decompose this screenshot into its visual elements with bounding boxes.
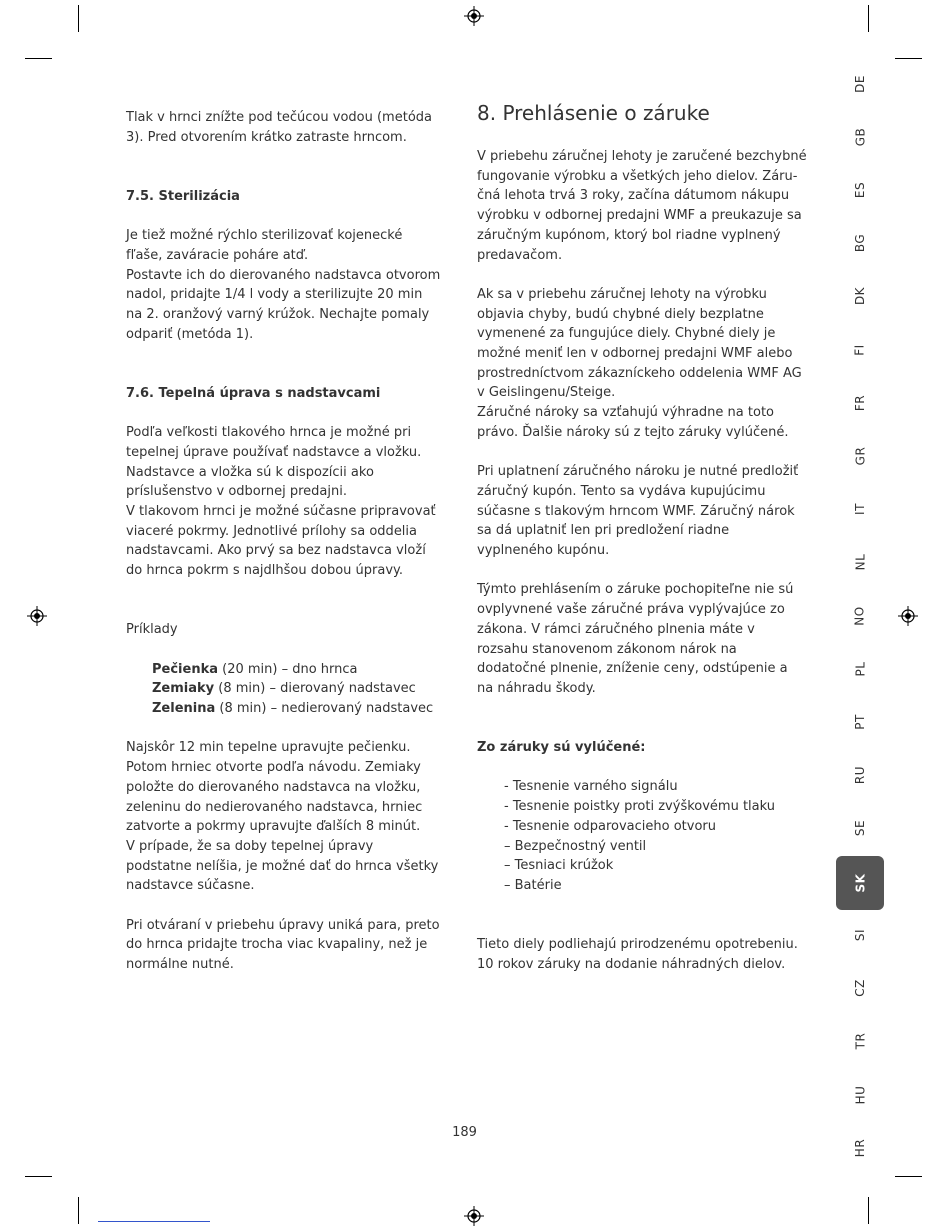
- tab-label: NO: [852, 606, 867, 626]
- paragraph: Tieto diely podliehajú prirodzenému opotrebeniu. 10 rokov záruky na dodanie náhradných dielov.: [477, 937, 798, 972]
- tab-it[interactable]: [836, 485, 884, 533]
- example-name: Pečienka: [152, 661, 218, 677]
- tab-sk[interactable]: [836, 856, 884, 910]
- paragraph: Najskôr 12 min tepelne upravujte pečienku. Potom hrniec otvorte podľa návodu. Zemiaky položte do dierovaného nadstavca na vložku, zeleninu do nedierovaného nadstavca, hrniec zatvorte a pokrmy upravujte ďalších 8 minút.: [126, 740, 423, 835]
- tab-label: GB: [853, 127, 867, 147]
- tab-gb[interactable]: [836, 113, 884, 161]
- excluded-item: – Bezpečnostný ventil: [504, 838, 647, 854]
- paragraph: Záručné nároky sa vzťahujú výhradne na toto právo. Ďalšie nároky sú z tejto záruky vylúčené.: [477, 405, 789, 440]
- section-heading-inserts: 7.6. Tepelná úprava s nadstavcami: [126, 385, 381, 401]
- tab-label: DE: [852, 75, 867, 93]
- tab-fr[interactable]: [836, 379, 884, 427]
- registration-mark-icon: [27, 606, 47, 626]
- left-column: [126, 108, 442, 975]
- right-column: [477, 147, 807, 974]
- page-title: 8. Prehlásenie o záruke: [477, 101, 710, 125]
- tab-label: NL: [852, 553, 867, 571]
- paragraph: Týmto prehlásením o záruke pochopiteľne nie sú ovplyvnené vaše záručné práva vyplývajúce zo zákona. V rámci záručného plnenia máte v rozsahu stanovenom zákonom nárok na dodatočné plnenie, zníženie ceny, odstúpenie a na náhradu škody.: [477, 582, 794, 696]
- paragraph: V priebehu záručnej lehoty je zaručené bezchybné fungovanie výrobku a všetkých jeho dielov. Záru-čná lehota trvá 3 roky, začína dátumom nákupu výrobku v odbornej predajni WMF a preukazuje sa záručným kupónom, ktorý bol riadne vyplnený predavačom.: [477, 149, 807, 263]
- tab-label: PT: [852, 714, 867, 730]
- example-line: [126, 679, 442, 699]
- example-line: [126, 660, 442, 680]
- crop-mark: [868, 5, 869, 32]
- example-detail: (20 min) – dno hrnca: [218, 661, 358, 677]
- tab-label: SE: [852, 819, 867, 837]
- example-detail: (8 min) – nedierovaný nadstavec: [215, 701, 434, 716]
- tab-label: ES: [852, 181, 867, 199]
- tab-label: IT: [853, 503, 867, 515]
- paragraph: Pri otváraní v priebehu úpravy uniká para, preto do hrnca pridajte trocha viac kvapaliny, než je normálne nutné.: [126, 917, 440, 973]
- example-name: Zemiaky: [152, 681, 215, 697]
- tab-label: PL: [852, 661, 867, 677]
- tab-fi[interactable]: [836, 326, 884, 374]
- paragraph: V tlakovom hrnci je možné súčasne pripravovať viaceré pokrmy. Jednotlivé prílohy sa oddelia nadstavcami. Ako prvý sa bez nadstavca vloží do hrnca pokrm s najdlhšou dobou úpravy.: [126, 504, 436, 579]
- tab-tr[interactable]: [836, 1017, 884, 1065]
- tab-label: RU: [853, 765, 867, 785]
- paragraph: Podľa veľkosti tlakového hrnca je možné pri tepelnej úprave používať nadstavce a vložku. Nadstavce a vložka sú k dispozícii ako príslušenstvo v odbornej predajni.: [126, 425, 422, 500]
- tab-nl[interactable]: [836, 538, 884, 586]
- tab-ru[interactable]: [836, 751, 884, 799]
- tab-label: FI: [852, 344, 867, 356]
- registration-mark-icon: [898, 606, 918, 626]
- tab-pl[interactable]: [836, 645, 884, 693]
- excluded-item: – Tesniaci krúžok: [504, 858, 614, 874]
- excluded-item: - Tesnenie odparovacieho otvoru: [504, 818, 717, 834]
- crop-mark: [78, 5, 79, 32]
- examples-label: Príklady: [126, 622, 178, 638]
- tab-cz[interactable]: [836, 964, 884, 1012]
- example-detail: (8 min) – dierovaný nadstavec: [214, 681, 416, 697]
- tab-label: HR: [853, 1138, 867, 1158]
- page-number: 189: [452, 1125, 477, 1140]
- paragraph: Pri uplatnení záručného nároku je nutné predložiť záručný kupón. Tento sa vydáva kupujúcimu súčasne s tlakovým hrncom WMF. Záručný nárok sa dá uplatniť len pri predložení riadne vyplneného kupónu.: [477, 464, 799, 559]
- tab-gr[interactable]: [836, 432, 884, 480]
- tab-no[interactable]: [836, 592, 884, 640]
- tab-label: BG: [852, 233, 867, 253]
- example-name: Zelenina: [152, 701, 216, 716]
- tab-label: SI: [853, 928, 867, 942]
- paragraph: Ak sa v priebehu záručnej lehoty na výrobku objavia chyby, budú chybné diely bezplatne vymenené za fungujúce diely. Chybné diely je možné meniť len v odbornej predajni WMF alebo prostredníctvom zákazníckeho oddelenia WMF AG v Geislingenu/Steige.: [477, 286, 802, 401]
- paragraph: V prípade, že sa doby tepelnej úpravy podstatne nelíšia, je možné dať do hrnca všetky nadstavce súčasne.: [126, 838, 439, 894]
- tab-se[interactable]: [836, 804, 884, 852]
- tab-es[interactable]: [836, 166, 884, 214]
- tab-si[interactable]: [836, 911, 884, 959]
- tab-hu[interactable]: [836, 1071, 884, 1119]
- crop-mark: [25, 58, 52, 59]
- paragraph: Postavte ich do dierovaného nadstavca otvorom nadol, pridajte 1/4 l vody a sterilizujte 20 min na 2. oranžový varný krúžok. Nechajte pomaly odpariť (metóda 1).: [126, 267, 441, 342]
- tab-pt[interactable]: [836, 698, 884, 746]
- excluded-item: – Batérie: [504, 877, 562, 893]
- registration-mark-icon: [464, 1206, 484, 1226]
- excluded-item: - Tesnenie poistky proti zvýškovému tlaku: [504, 799, 776, 815]
- tab-de[interactable]: [836, 60, 884, 108]
- tab-bg[interactable]: [836, 219, 884, 267]
- crop-mark: [868, 1197, 869, 1224]
- crop-mark: [78, 1197, 79, 1224]
- registration-mark-icon: [464, 6, 484, 26]
- tab-label: HU: [853, 1085, 867, 1105]
- excluded-item: - Tesnenie varného signálu: [504, 779, 678, 795]
- tab-label: TR: [852, 1032, 867, 1050]
- tab-label: DK: [852, 286, 867, 306]
- tab-label: FR: [853, 394, 867, 412]
- section-heading-sterilization: 7.5. Sterilizácia: [126, 188, 240, 204]
- crop-mark: [25, 1176, 52, 1177]
- tab-label: SK: [852, 873, 867, 893]
- divider: [98, 1221, 210, 1222]
- example-line: [126, 699, 442, 719]
- tab-label: GR: [852, 446, 867, 466]
- excluded-heading: Zo záruky sú vylúčené:: [477, 740, 646, 756]
- crop-mark: [895, 1176, 922, 1177]
- tab-dk[interactable]: [836, 272, 884, 320]
- paragraph: Je tiež možné rýchlo sterilizovať kojenecké fľaše, zaváracie poháre atď.: [126, 228, 403, 263]
- crop-mark: [895, 58, 922, 59]
- intro-paragraph: Tlak v hrnci znížte pod tečúcou vodou (metóda 3). Pred otvorením krátko zatraste hrncom.: [126, 110, 432, 145]
- tab-label: CZ: [852, 979, 867, 997]
